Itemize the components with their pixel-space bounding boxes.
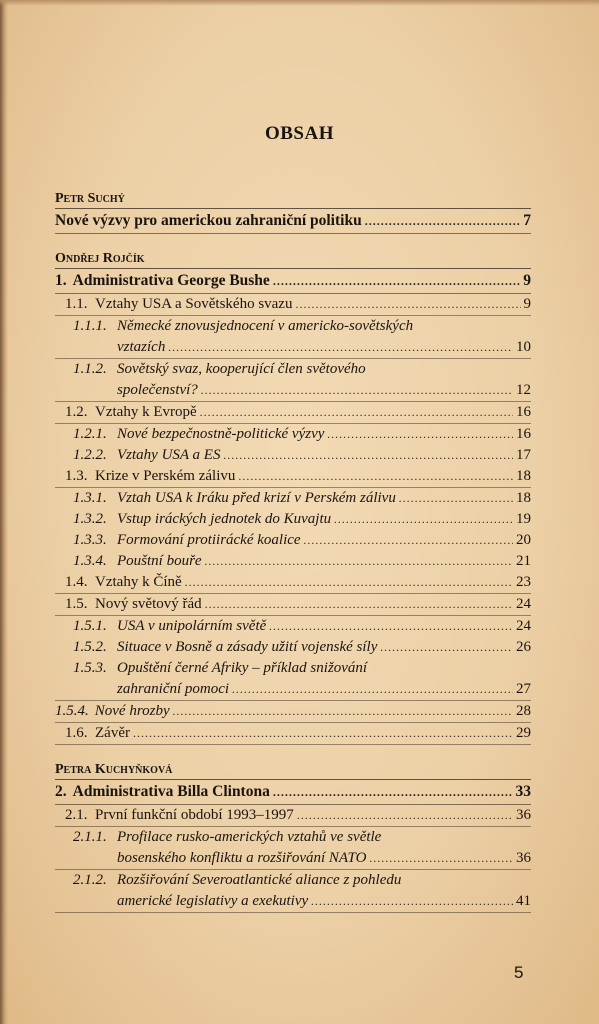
toc-entry-title xyxy=(73,530,301,551)
toc-entry-page: 19 xyxy=(516,511,531,527)
page-title: OBSAH xyxy=(264,123,335,144)
toc-entry-page: 9 xyxy=(523,272,531,289)
toc-entry-number: 1.3.2. xyxy=(73,511,107,527)
toc-entry-title xyxy=(55,209,362,233)
toc-entry-text: Nový světový řád xyxy=(95,596,202,612)
toc-entry[interactable] xyxy=(55,294,531,316)
toc-entry-page: 16 xyxy=(516,426,531,442)
toc-entry-text: Rozšiřování Severoatlantické aliance z pohledu xyxy=(117,872,402,888)
toc-entry-text: Nové výzvy pro americkou zahraniční politiku xyxy=(55,212,362,229)
toc-entry-title xyxy=(65,572,182,593)
toc-entry-text: USA v unipolárním světě xyxy=(117,618,267,634)
toc-entry-text: Sovětský svaz, kooperující člen světového xyxy=(117,361,366,377)
toc-entry-page: 33 xyxy=(515,783,531,800)
dot-leader xyxy=(304,530,513,551)
toc-entry-text: Profilace rusko-amerických vztahů ve světle xyxy=(117,829,382,845)
toc-entry-text: Německé znovusjednocení v americko-sovětských xyxy=(117,318,414,334)
toc-entry-title xyxy=(55,269,270,293)
toc-entry-number: 1.4. xyxy=(65,574,88,590)
page-top-edge xyxy=(0,0,599,6)
toc-entry-title xyxy=(73,488,396,509)
toc-entry[interactable] xyxy=(55,616,531,637)
dot-leader xyxy=(133,723,513,744)
toc-entry-number: 2. xyxy=(55,783,67,800)
toc-entry-title xyxy=(117,891,308,912)
toc-entry-title xyxy=(73,616,266,637)
toc-entry-title xyxy=(73,359,366,380)
toc-entry-text: Krize v Perském zálivu xyxy=(95,468,236,484)
toc-entry-number: 1.1.1. xyxy=(73,318,107,334)
page-number: 5 xyxy=(514,963,524,982)
toc-entry[interactable] xyxy=(55,402,531,424)
toc-entry[interactable] xyxy=(55,891,531,913)
dot-leader xyxy=(297,805,513,826)
toc-entry[interactable] xyxy=(55,488,531,509)
toc-entry-title xyxy=(65,594,202,615)
toc-entry-page: 18 xyxy=(516,468,531,484)
toc-entry[interactable] xyxy=(55,701,531,723)
toc-entry-text: Formování protiirácké koalice xyxy=(117,532,301,548)
toc-entry-page: 36 xyxy=(516,850,531,866)
toc-entry-text: Závěr xyxy=(95,725,130,741)
dot-leader xyxy=(273,269,520,293)
toc-entry-title xyxy=(73,658,367,679)
toc-entry-title xyxy=(73,316,413,337)
toc-entry-page: 41 xyxy=(516,893,531,909)
toc-entry-title xyxy=(65,294,292,315)
toc-entry-text: Pouštní bouře xyxy=(117,553,202,569)
dot-leader xyxy=(334,509,513,530)
toc-entry-page: 27 xyxy=(516,681,531,697)
toc-entry-text: zahraniční pomoci xyxy=(117,681,230,697)
toc-entry-title xyxy=(73,551,202,572)
section-author: Ondřej Rojčík xyxy=(55,251,145,266)
toc-entry-title xyxy=(73,827,381,848)
toc-entry-number: 2.1.2. xyxy=(73,872,107,888)
toc-entry[interactable] xyxy=(55,594,531,616)
toc-entry[interactable] xyxy=(55,723,531,745)
toc-entry-number: 1.5.1. xyxy=(73,618,107,634)
dot-leader xyxy=(295,294,520,315)
toc-entry-text: Vztahy USA a ES xyxy=(117,447,221,463)
toc-entry-page: 36 xyxy=(516,807,531,823)
dot-leader xyxy=(168,337,513,358)
toc-entry-text: Administrativa Billa Clintona xyxy=(72,783,270,800)
toc-entry-page: 17 xyxy=(516,447,531,463)
toc-entry-text: Opuštění černé Afriky – příklad snižování xyxy=(117,660,368,676)
toc-entry[interactable] xyxy=(55,445,531,466)
toc-entry[interactable] xyxy=(55,359,531,380)
dot-leader xyxy=(327,424,513,445)
toc-entry-number: 1.5.4. xyxy=(55,703,89,719)
toc-entry-number: 2.1. xyxy=(65,807,88,823)
toc-entry-number: 1.3.4. xyxy=(73,553,107,569)
toc-entry-title xyxy=(117,337,165,358)
toc-entry-number: 1.1.2. xyxy=(73,361,107,377)
toc-entry-title xyxy=(73,445,220,466)
toc-entry-number: 1.3.1. xyxy=(73,490,107,506)
section-gap xyxy=(55,234,531,250)
toc-entry-title xyxy=(55,780,270,804)
toc-entry-page: 9 xyxy=(523,296,531,312)
toc-entry[interactable] xyxy=(55,848,531,870)
toc-entry-title xyxy=(73,424,324,445)
toc-entry-text: Vztahy k Evropě xyxy=(95,404,197,420)
toc-entry[interactable] xyxy=(55,658,531,679)
toc-entry-page: 24 xyxy=(516,596,531,612)
dot-leader xyxy=(238,466,513,487)
toc-entry-text: Situace v Bosně a zásady užití vojenské síly xyxy=(117,639,378,655)
dot-leader xyxy=(205,594,513,615)
toc-entry-number: 1.5.3. xyxy=(73,660,107,676)
toc-entry-page: 24 xyxy=(516,618,531,634)
toc-entry-title xyxy=(73,509,331,530)
toc-entry-page: 7 xyxy=(523,212,531,229)
toc-entry-number: 1.3. xyxy=(65,468,88,484)
toc-entry[interactable] xyxy=(55,870,531,891)
toc-entry-title xyxy=(65,723,130,744)
toc-entry[interactable] xyxy=(55,779,531,805)
toc-entry-number: 1.2.2. xyxy=(73,447,107,463)
dot-leader xyxy=(399,488,513,509)
toc-entry-number: 1.5.2. xyxy=(73,639,107,655)
toc-entry[interactable] xyxy=(55,268,531,294)
toc-entry[interactable] xyxy=(55,551,531,572)
toc-entry-title xyxy=(65,466,235,487)
toc-entry-title xyxy=(73,870,401,891)
dot-leader xyxy=(311,891,513,912)
toc-entry-number: 1. xyxy=(55,272,67,289)
toc-entry-title xyxy=(65,402,197,423)
dot-leader xyxy=(369,848,513,869)
dot-leader xyxy=(173,701,513,722)
dot-leader xyxy=(223,445,513,466)
toc-entry[interactable] xyxy=(55,679,531,701)
toc-entry[interactable] xyxy=(55,572,531,594)
toc-entry-page: 12 xyxy=(516,382,531,398)
toc-entry[interactable] xyxy=(55,827,531,848)
toc-entry-text: Nové bezpečnostně-politické výzvy xyxy=(117,426,325,442)
table-of-contents xyxy=(55,190,531,913)
toc-entry[interactable] xyxy=(55,424,531,445)
toc-entry-title xyxy=(73,637,377,658)
toc-entry[interactable] xyxy=(55,637,531,658)
toc-entry-page: 29 xyxy=(516,725,531,741)
page-left-edge xyxy=(0,0,8,1024)
toc-entry-text: vztazích xyxy=(117,339,166,355)
toc-entry-page: 23 xyxy=(516,574,531,590)
section-gap xyxy=(55,745,531,761)
toc-entry-number: 1.1. xyxy=(65,296,88,312)
dot-leader xyxy=(232,679,513,700)
toc-entry-text: společenství? xyxy=(117,382,198,398)
toc-entry-page: 20 xyxy=(516,532,531,548)
dot-leader xyxy=(273,780,513,804)
toc-entry-text: Vztah USA k Iráku před krizí v Perském zálivu xyxy=(117,490,396,506)
toc-entry-page: 18 xyxy=(516,490,531,506)
toc-entry-title xyxy=(117,380,198,401)
section-author: Petr Suchý xyxy=(55,191,125,206)
toc-entry-number: 1.3.3. xyxy=(73,532,107,548)
dot-leader xyxy=(365,209,521,233)
toc-entry-text: Vztahy k Číně xyxy=(95,574,182,590)
toc-entry-page: 10 xyxy=(516,339,531,355)
toc-entry-title xyxy=(55,701,170,722)
toc-entry-text: Vztahy USA a Sovětského svazu xyxy=(95,296,293,312)
toc-entry-title xyxy=(65,805,294,826)
toc-entry-page: 28 xyxy=(516,703,531,719)
toc-entry-number: 1.2. xyxy=(65,404,88,420)
toc-entry[interactable] xyxy=(55,316,531,337)
section-author: Petra Kuchyňková xyxy=(55,762,173,777)
toc-entry-page: 26 xyxy=(516,639,531,655)
toc-entry-number: 1.2.1. xyxy=(73,426,107,442)
toc-entry-text: bosenského konfliktu a rozšiřování NATO xyxy=(117,850,367,866)
toc-entry[interactable] xyxy=(55,337,531,359)
dot-leader xyxy=(185,572,513,593)
toc-entry[interactable] xyxy=(55,466,531,488)
dot-leader xyxy=(269,616,513,637)
dot-leader xyxy=(205,551,513,572)
toc-entry[interactable] xyxy=(55,208,531,234)
toc-entry[interactable] xyxy=(55,805,531,827)
toc-entry-text: Vstup iráckých jednotek do Kuvajtu xyxy=(117,511,332,527)
toc-entry[interactable] xyxy=(55,509,531,530)
toc-entry-number: 1.6. xyxy=(65,725,88,741)
toc-entry-text: americké legislativy a exekutivy xyxy=(117,893,309,909)
dot-leader xyxy=(380,637,513,658)
toc-entry-number: 1.5. xyxy=(65,596,88,612)
dot-leader xyxy=(200,402,513,423)
toc-entry-text: Nové hrozby xyxy=(94,703,170,719)
toc-entry[interactable] xyxy=(55,530,531,551)
toc-entry-title xyxy=(117,848,366,869)
toc-entry-text: První funkční období 1993–1997 xyxy=(95,807,294,823)
toc-entry-number: 2.1.1. xyxy=(73,829,107,845)
dot-leader xyxy=(201,380,513,401)
toc-entry-title xyxy=(117,679,229,700)
toc-entry-page: 16 xyxy=(516,404,531,420)
toc-entry[interactable] xyxy=(55,380,531,402)
toc-entry-text: Administrativa George Bushe xyxy=(72,272,270,289)
toc-entry-page: 21 xyxy=(516,553,531,569)
